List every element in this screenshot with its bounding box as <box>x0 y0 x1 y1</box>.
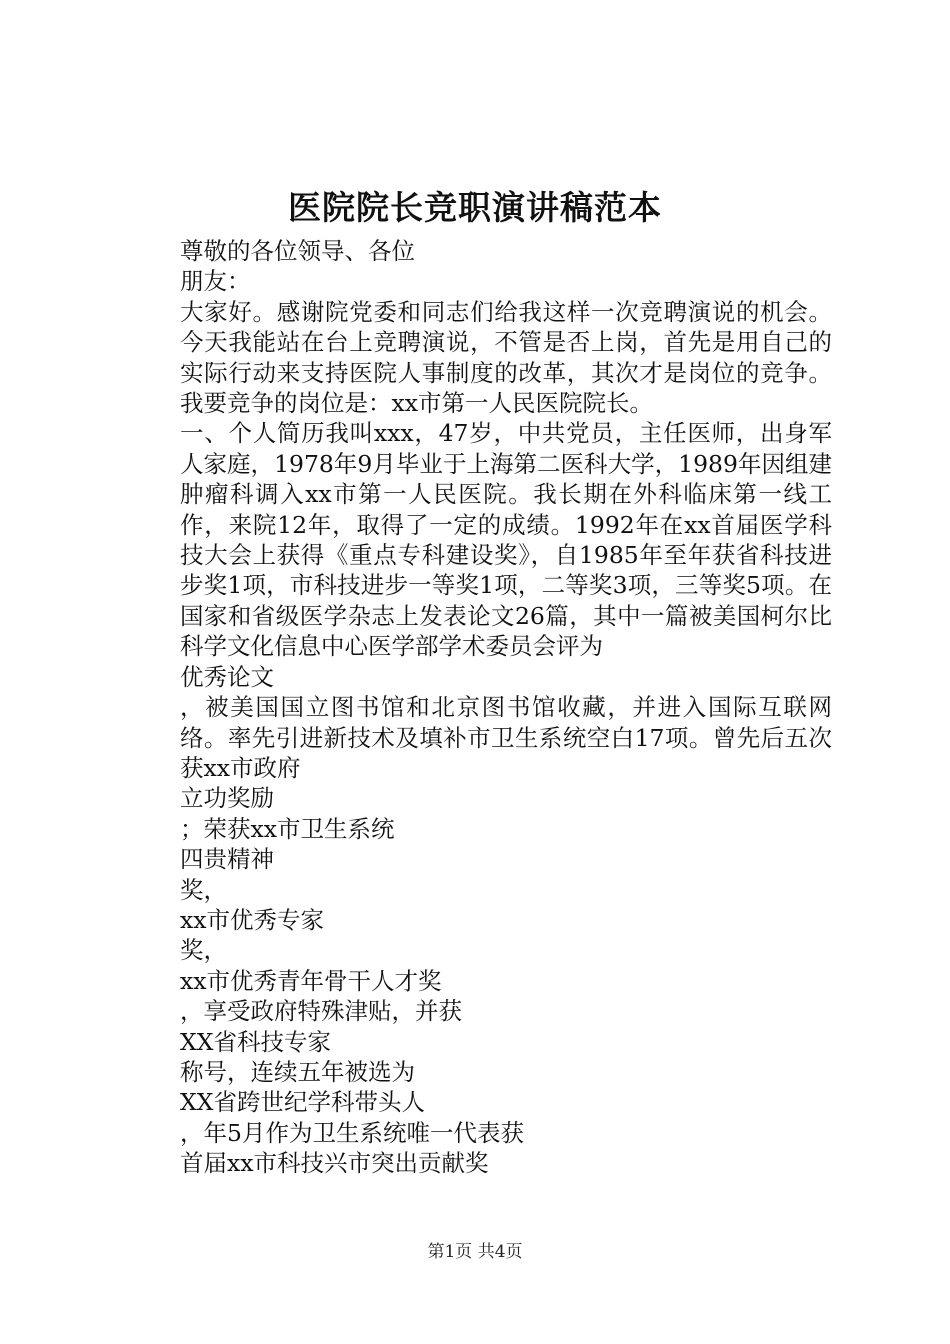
text-fragment: 四贵精神 <box>180 845 274 874</box>
text-fragment: xx市优秀青年骨干人才奖 <box>180 966 442 995</box>
text-fragment: ，年5月作为卫生系统唯一代表获 <box>180 1118 524 1147</box>
text-fragment: xx市优秀专家 <box>180 905 325 934</box>
text-fragment: XX省科技专家 <box>180 1027 331 1056</box>
document-title: 医院院长竞职演讲稿范本 <box>288 188 662 227</box>
collection-paragraph: ，被美国国立图书馆和北京图书馆收藏，并进入国际互联网络。率先引进新技术及填补市卫生系统空白17项。曾先后五次获xx市政府 <box>180 693 832 782</box>
text-fragment: ，享受政府特殊津贴，并获 <box>180 997 462 1026</box>
text-fragment: 奖， <box>180 936 227 965</box>
text-fragment: 首届xx市科技兴市突出贡献奖 <box>180 1149 489 1178</box>
resume-paragraph: 一、个人简历我叫xxx，47岁，中共党员，主任医师，出身军人家庭，1978年9月毕业于上海第二医科大学，1989年因组建肿瘤科调入xx市第一人民医院。我长期在外科临床第一线工作，来院12年，取得了一定的成绩。1992年在xx首届医学科技大会上获得《重点专科建设奖》，自1985年至年获省科技进步奖1项，市科技进步一等奖1项，二等奖3项，三等奖5项。在国家和省级医学杂志上发表论文26篇，其中一篇被美国柯尔比科学文化信息中心医学部学术委员会评为 <box>180 419 832 661</box>
page-number-footer: 第1页 共4页 <box>427 1242 523 1262</box>
text-fragment: 奖， <box>180 875 227 904</box>
text-fragment: 称号，连续五年被选为 <box>180 1057 415 1086</box>
salutation-line-2: 朋友： <box>180 267 251 296</box>
opening-paragraph: 大家好。感谢院党委和同志们给我这样一次竞聘演说的机会。今天我能站在台上竞聘演说，不管是否上岗，首先是用自己的实际行动来支持医院人事制度的改革，其次才是岗位的竞争。我要竞争的岗位是：xx市第一人民医院院长。 <box>180 297 832 418</box>
text-fragment: 立功奖励 <box>180 784 274 813</box>
text-fragment: XX省跨世纪学科带头人 <box>180 1088 425 1117</box>
salutation-line-1: 尊敬的各位领导、各位 <box>180 237 415 265</box>
text-fragment: ；荣获xx市卫生系统 <box>180 814 395 843</box>
document-body <box>132 236 832 1179</box>
text-fragment: 优秀论文 <box>180 662 274 691</box>
